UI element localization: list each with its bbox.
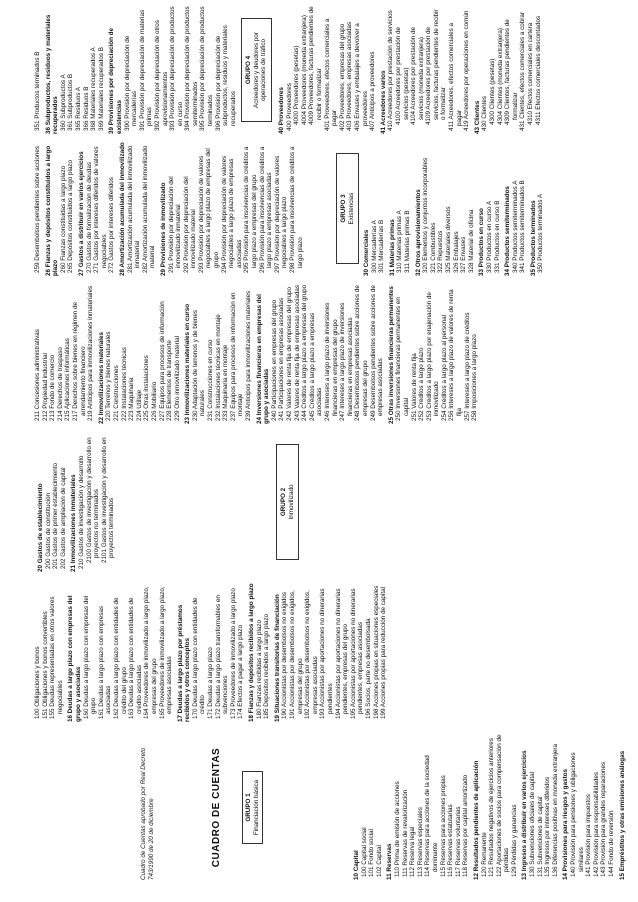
account-item: 230 Adaptación de terrenos y de bienes naturales bbox=[191, 310, 207, 421]
account-item: 2100 Gastos de investigación y desarrollo en proyectos no terminados bbox=[85, 437, 101, 563]
account-item: 191 Accionistas por desembolsos no exigidos, empresas del grupo bbox=[289, 590, 304, 719]
group1-box bbox=[242, 771, 263, 844]
account-group-heading: 22 Inmovilizaciones materiales bbox=[97, 331, 105, 424]
account-item: 402 Proveedores, empresas del grupo bbox=[338, 23, 346, 131]
account-item: 249 Desembolsos pendientes sobre acciones de empresas asociadas bbox=[369, 285, 385, 421]
account-item: 174 Efectos a pagar a largo plazo bbox=[237, 624, 245, 719]
account-item: 225 Otras instalaciones bbox=[143, 355, 151, 421]
account-item: 248 Desembolsos pendientes sobre acciones de empresas del grupo bbox=[354, 285, 369, 421]
account-item: 410 Acreedores por prestación de servicios bbox=[387, 10, 395, 131]
account-item: 231 Construcciones en curso bbox=[207, 339, 215, 421]
account-item: 282 Amortización acumulada del inmovilizado material bbox=[141, 145, 157, 273]
account-item: 281 Amortización acumulada del inmovilizado inmaterial bbox=[126, 145, 142, 273]
account-item: 213 Fondo de comercio bbox=[49, 354, 57, 421]
account-item: 365 Residuos A bbox=[74, 86, 82, 131]
group3-name: GRUPO 3 bbox=[340, 194, 347, 223]
account-group-heading: 27 Gastos a distribuir en varios ejercicios bbox=[77, 151, 85, 276]
account-item: 4300 Clientes (pesetas) bbox=[489, 58, 497, 125]
account-item: 341 Productos semiterminados B bbox=[519, 180, 527, 273]
account-item: 141 Provisión para impuestos bbox=[585, 794, 593, 877]
account-item: 217 Derechos sobre bienes en régimen de arrendamiento financiero bbox=[71, 301, 87, 421]
account-item: 223 Maquinaria bbox=[128, 377, 136, 421]
account-group-heading: 33 Productos en curso bbox=[478, 208, 486, 276]
account-item: 4109 Acreedores por prestación de servicios, facturas pendientes de recibir o formalizar bbox=[425, 9, 448, 125]
account-item: 120 Remanente bbox=[480, 832, 488, 877]
account-item: 256 Intereses a largo plazo de valores de renta fija bbox=[448, 289, 464, 421]
account-item: 143 Provisión para grandes reparaciones bbox=[600, 761, 608, 877]
account-item: 251 Valores de renta fija bbox=[410, 353, 418, 421]
account-item: 220 Terrenos y bienes naturales bbox=[105, 331, 113, 421]
account-item: 368 Materiales recuperados A bbox=[90, 47, 98, 131]
account-group-heading: 19 Situaciones transitorias de financiación bbox=[273, 594, 281, 722]
account-item: 227 Equipos para procesos de información bbox=[158, 301, 166, 421]
account-item: 193 Accionistas por aportaciones no dinerarias pendientes bbox=[319, 588, 334, 719]
account-item: 296 Provisión para insolvencias de créditos a largo plazo a empresas asociadas bbox=[258, 146, 274, 273]
account-item: 293 Provisión por depreciación de valores negociables a largo plazo de empresas del grupo bbox=[197, 148, 221, 273]
account-item: 260 Fianzas constituidas a largo plazo bbox=[59, 165, 67, 273]
account-item: 142 Provisión para responsabilidades bbox=[592, 771, 600, 877]
account-group-heading: 30 Comerciales bbox=[363, 229, 370, 276]
account-item: 311 Materias primas B bbox=[403, 210, 411, 273]
account-item: 431 Clientes, efectos comerciales a cobrar bbox=[519, 12, 527, 131]
account-item: 100 Capital social bbox=[360, 827, 368, 877]
column-group1 bbox=[34, 582, 388, 722]
account-group-heading: 10 Capital bbox=[353, 850, 360, 880]
account-item: 393 Provisión por depreciación de productos en curso bbox=[169, 6, 184, 131]
account-item: 392 Provisión por depreciación de otros aprovisionamientos bbox=[153, 20, 169, 131]
account-item: 172 Deudas a largo plazo transformables en subvenciones bbox=[214, 595, 230, 719]
account-item: 116 Reservas estatutarias bbox=[447, 804, 455, 877]
account-item: 215 Aplicaciones informáticas bbox=[64, 338, 72, 421]
account-group-heading: 20 Gastos de establecimiento bbox=[37, 483, 44, 572]
account-item: 330 Productos en curso A bbox=[485, 200, 493, 273]
account-item: 320 Elementos y conjuntos incorporables bbox=[422, 157, 430, 273]
account-item: 258 Imposiciones a largo plazo bbox=[471, 334, 479, 421]
account-item: 4304 Clientes (moneda extranjera) bbox=[496, 28, 504, 125]
title-block bbox=[140, 735, 263, 880]
account-item: 110 Prima de emisión de acciones bbox=[393, 781, 401, 877]
account-group-heading: 43 Clientes bbox=[473, 100, 481, 134]
account-group-heading: 29 Provisiones de inmovilizado bbox=[159, 182, 167, 276]
account-item: 340 Productos semiterminados A bbox=[511, 180, 519, 273]
account-item: 294 Provisión por depreciación de valores negociables a largo plazo de empresas asociadas bbox=[220, 155, 243, 273]
account-item: 297 Provisión por depreciación de valores negociables a largo plazo bbox=[273, 155, 289, 273]
column-group4 bbox=[275, 6, 542, 134]
account-item: 252 Créditos a largo plazo bbox=[418, 347, 426, 421]
account-item: 295 Provisión para insolvencias de créditos a largo plazo a empresas del grupo bbox=[243, 146, 259, 273]
account-group-heading: 23 Inmovilizaciones materiales en curso bbox=[184, 303, 192, 424]
account-item: 245 Créditos a largo plazo a empresas asociadas bbox=[308, 312, 324, 421]
account-item: 122 Aportaciones de socios para compensación de pérdidas bbox=[495, 734, 511, 877]
account-item: 232 Instalaciones técnicas en montaje bbox=[214, 314, 222, 421]
account-item: 395 Provisión por depreciación de productos terminados bbox=[199, 6, 215, 131]
account-item: 155 Deudas representadas en otros valores negociables bbox=[49, 596, 64, 719]
account-item: 394 Provisión por depreciación de productos semiterminados bbox=[184, 6, 199, 131]
account-item: 198 Acciones propias en situaciones especiales bbox=[372, 585, 380, 719]
group4-box-wrap bbox=[235, 6, 278, 134]
account-item: 200 Gastos de constitución bbox=[44, 493, 52, 569]
account-item: 4309 Clientes, facturas pendientes de formalizar bbox=[504, 19, 519, 125]
account-item: 298 Provisión para insolvencias de créditos a largo plazo bbox=[289, 146, 304, 273]
account-item: 310 Materias primas A bbox=[396, 210, 404, 273]
account-item: 369 Materiales recuperados B bbox=[97, 46, 105, 131]
group4-subtitle: Acreedores y deudores por operaciones de tráfico bbox=[252, 32, 268, 108]
account-item: 326 Embalajes bbox=[452, 231, 460, 273]
account-group-heading: 15 Empréstitos y otras emisiones análogas bbox=[618, 750, 626, 880]
account-item: 411 Acreedores, efectos comerciales a pagar bbox=[448, 22, 463, 131]
group2-box bbox=[276, 444, 299, 560]
account-group-heading: 35 Productos terminados bbox=[529, 200, 537, 276]
account-item: 259 Desembolsos pendientes sobre acciones bbox=[34, 145, 41, 273]
account-item: 4004 Proveedores (moneda extranjera) bbox=[300, 15, 308, 125]
account-item: 396 Provisión por depreciación de subproductos, residuos y materiales recuperados bbox=[214, 25, 237, 131]
account-item: 407 Anticipos a proveedores bbox=[369, 51, 377, 131]
group2-box-wrap bbox=[270, 432, 305, 572]
account-item: 228 Elementos de transporte bbox=[166, 340, 174, 421]
account-item: 246 Intereses a largo plazo de inversiones financieras en empresas del grupo bbox=[323, 302, 339, 421]
account-item: 131 Subvenciones de capital bbox=[536, 796, 544, 877]
column-group2-b bbox=[34, 284, 479, 424]
account-group-heading: 24 Inversiones financieras en empresas del grupo y asociadas bbox=[255, 294, 271, 424]
group2-subtitle: Inmovilizado bbox=[287, 484, 295, 520]
account-item: 224 Utillaje bbox=[135, 389, 143, 421]
group1-name: GRUPO 1 bbox=[245, 793, 253, 822]
account-item: 170 Deudas a largo plazo con entidades de crédito bbox=[191, 597, 207, 719]
account-item: 192 Accionistas por desembolsos no exigidos, empresas asociadas bbox=[304, 590, 319, 719]
account-item: 180 Fianzas recibidas a largo plazo bbox=[255, 619, 263, 719]
account-item: 199 Acciones propias para reducción de capital bbox=[380, 587, 388, 719]
account-item: 165 Proveedores de inmovilizado a largo plazo, empresas asociadas bbox=[158, 586, 174, 719]
account-group-heading: 36 Subproductos, residuos y materiales recuperados bbox=[44, 14, 60, 134]
account-item: 195 Accionistas por aportaciones no dinerarias pendientes, empresas asociadas bbox=[349, 588, 365, 719]
account-item: 171 Deudas a largo plazo bbox=[207, 647, 215, 719]
account-item: 114 Reservas para acciones de la sociedad dominante bbox=[424, 755, 439, 877]
account-item: 254 Créditos a largo plazo al personal bbox=[440, 314, 448, 421]
account-item: 221 Construcciones bbox=[112, 365, 120, 421]
account-item: 244 Créditos a largo plazo a empresas del grupo bbox=[301, 284, 309, 421]
account-item: 144 Fondo de reversión bbox=[608, 810, 615, 877]
account-item: 366 Residuos B bbox=[82, 86, 90, 131]
account-item: 233 Maquinaria en montaje bbox=[222, 344, 230, 421]
account-item: 111 Reservas de revalorización bbox=[401, 789, 409, 877]
account-item: 196 Socios, parte no desembolsada bbox=[364, 618, 372, 719]
account-group-heading: 21 Inmovilizaciones inmateriales bbox=[70, 474, 78, 572]
account-item: 4310 Efectos comerciales en cartera bbox=[527, 22, 534, 125]
account-item: 162 Deudas a largo plazo con entidades de crédito del grupo bbox=[112, 597, 128, 719]
account-item: 272 Gastos por intereses diferidos bbox=[108, 177, 116, 273]
column-group3-end bbox=[34, 6, 237, 134]
account-item: 212 Propiedad industrial bbox=[41, 353, 49, 421]
account-group-heading: 28 Amortización acumulada del inmovilizado bbox=[118, 142, 126, 276]
account-group-heading: 31 Materias primas bbox=[388, 219, 396, 276]
account-item: 102 Capital bbox=[375, 845, 383, 877]
account-item: 121 Resultados negativos de ejercicios anteriores bbox=[488, 738, 496, 877]
account-item: 243 Valores de renta fija de empresas asociadas bbox=[293, 284, 301, 421]
account-item: 265 Depósitos constituidos a largo plazo bbox=[67, 159, 75, 273]
account-item: 271 Gastos por intereses diferidos de valores negociables bbox=[93, 146, 108, 273]
account-item: 118 Reservas por capital amortizado bbox=[462, 774, 470, 877]
account-item: 2101 Gastos de investigación y desarrollo en proyectos terminados bbox=[100, 437, 116, 563]
account-item: 391 Provisión por depreciación de materias primas bbox=[138, 9, 154, 131]
group1-subtitle: Financiación básica bbox=[252, 779, 260, 836]
account-group-heading: 34 Productos semiterminados bbox=[504, 186, 512, 276]
account-item: 350 Productos terminados A bbox=[537, 193, 545, 273]
account-item: 325 Materiales diversos bbox=[444, 206, 452, 273]
account-item: 321 Combustibles bbox=[429, 222, 437, 273]
account-item: 240 Participaciones en empresas del grupo bbox=[270, 299, 278, 421]
column-group2-c bbox=[34, 141, 304, 276]
account-item: 237 Equipos para procesos de información en montaje bbox=[229, 292, 245, 421]
column-group3 bbox=[360, 141, 545, 276]
account-item: 135 Ingresos por intereses diferidos bbox=[544, 776, 552, 877]
account-item: 4104 Acreedores por prestación de servicios (moneda extranjera) bbox=[410, 26, 425, 125]
account-item: 361 Subproductos B bbox=[67, 73, 75, 131]
account-item: 185 Depósitos recibidos a largo plazo bbox=[263, 613, 271, 719]
account-item: 211 Concesiones administrativas bbox=[34, 329, 41, 421]
account-item: 328 Material de oficina bbox=[467, 209, 475, 273]
account-item: 430 Clientes bbox=[481, 95, 489, 131]
account-item: 222 Instalaciones técnicas bbox=[120, 347, 128, 421]
account-item: 173 Proveedores de inmovilizado a largo plazo bbox=[229, 588, 237, 719]
account-item: 115 Reservas para acciones propias bbox=[439, 775, 447, 877]
account-group-heading: 25 Otras inversiones financieras permanentes bbox=[387, 286, 395, 424]
account-group-heading: 11 Reservas bbox=[386, 843, 394, 880]
account-item: 301 Mercaderías B bbox=[378, 219, 386, 273]
account-item: 201 Gastos de primer establecimiento bbox=[52, 462, 60, 569]
group4-name: GRUPO 4 bbox=[245, 55, 252, 85]
account-item: 194 Accionistas por aportaciones no dinerarias pendientes, empresas del grupo bbox=[334, 588, 350, 719]
account-group-heading: 41 Acreedores varios bbox=[379, 70, 387, 134]
account-item: 292 Provisión por depreciación del inmovilizado material bbox=[182, 176, 198, 273]
account-item: 291 Provisión por depreciación del inmovilizado inmaterial bbox=[167, 176, 183, 273]
account-item: 214 Derechos de traspaso bbox=[56, 347, 64, 421]
account-item: 226 Mobiliario bbox=[150, 381, 158, 421]
account-item: 241 Participaciones en empresas asociadas bbox=[278, 297, 286, 421]
account-item: 151 Obligaciones y bonos convertibles bbox=[41, 611, 49, 719]
account-item: 400 Proveedores bbox=[285, 83, 293, 131]
account-item: 242 Valores de renta fija de empresas del grupo bbox=[286, 287, 293, 421]
decree-caption: Cuadro de Cuentas aprobado por Real Decreto 743/1990 de 20 de diciembre bbox=[140, 747, 155, 880]
account-item: 419 Acreedores por operaciones en común bbox=[463, 10, 471, 131]
account-item: 117 Reservas voluntarias bbox=[454, 806, 462, 877]
account-item: 160 Deudas a largo plazo con empresas del grupo bbox=[82, 595, 98, 719]
account-item: 163 Deudas a largo plazo con entidades de crédito asociadas bbox=[128, 597, 143, 719]
account-item: 270 Gastos de formalización de deudas bbox=[85, 162, 93, 273]
account-item: 130 Subvenciones oficiales de capital bbox=[529, 771, 537, 877]
account-item: 113 Reservas especiales bbox=[416, 807, 424, 877]
account-group-heading: 18 Fianzas y depósitos recibidos a largo plazo bbox=[248, 583, 256, 722]
account-group-heading: 12 Resultados pendientes de aplicación bbox=[472, 760, 480, 880]
group3-box bbox=[336, 153, 359, 264]
account-item: 300 Mercaderías A bbox=[370, 220, 378, 273]
account-item: 164 Proveedores de inmovilizado a largo plazo, empresas del grupo bbox=[143, 586, 158, 719]
account-item: 390 Provisión por depreciación de mercaderías bbox=[123, 35, 139, 131]
account-item: 4000 Proveedores (pesetas) bbox=[293, 45, 301, 125]
account-item: 100 Obligaciones y bonos bbox=[34, 646, 41, 719]
account-item: 253 Créditos a largo plazo por enajenación de inmovilizado bbox=[425, 292, 441, 421]
account-item: 250 Inversiones financieras permanentes en capital bbox=[395, 297, 410, 421]
account-item: 4311 Efectos comerciales descontados bbox=[534, 15, 542, 125]
account-item: 247 Intereses a largo plazo de inversiones financieras en empresas asociadas bbox=[339, 302, 354, 421]
account-item: 360 Subproductos A bbox=[59, 74, 67, 131]
account-item: 322 Repuestos bbox=[437, 230, 445, 273]
account-item: 101 Fondo social bbox=[368, 829, 376, 877]
account-group-heading: 39 Provisiones por depreciación de existencias bbox=[108, 27, 123, 134]
account-item: 229 Otro inmovilizado material bbox=[173, 335, 181, 421]
account-item: 112 Reserva legal bbox=[409, 826, 417, 877]
account-item: 4100 Acreedores por prestación de servicios (pesetas) bbox=[394, 26, 410, 125]
account-item: 239 Anticipos para inmovilizaciones materiales bbox=[245, 290, 253, 421]
group2-name: GRUPO 2 bbox=[280, 487, 287, 517]
account-group-heading: 32 Otros aprovisionamientos bbox=[414, 189, 422, 276]
account-item: 331 Productos en curso B bbox=[493, 200, 501, 273]
account-item: 129 Pérdidas y ganancias bbox=[510, 804, 518, 877]
account-item: 140 Provisión para pensiones y obligaciones similares bbox=[570, 752, 585, 877]
account-item: 219 Anticipos para inmovilizaciones inmateriales bbox=[87, 285, 95, 421]
group4-box bbox=[241, 18, 272, 122]
group2-list-a bbox=[37, 432, 116, 572]
account-item: 401 Proveedores, efectos comerciales a pagar bbox=[323, 18, 339, 131]
account-group-heading: 26 Fianzas y depósitos constituidos a largo plazo bbox=[44, 145, 60, 276]
account-item: 4009 Proveedores, facturas pendientes de recibir o formalizar bbox=[308, 6, 323, 125]
account-group-heading: 13 Ingresos a distribuir en varios ejercicios bbox=[521, 750, 529, 880]
page-title: CUADRO DE CUENTAS bbox=[211, 747, 223, 868]
account-item: 210 Gastos de investigación y desarrollo bbox=[77, 455, 85, 569]
account-item: 161 Deudas a largo plazo con empresas asociadas bbox=[97, 605, 113, 719]
account-item: 327 Envases bbox=[460, 236, 468, 273]
account-group-heading: 16 Deudas a largo plazo con empresas del grupo y asociadas bbox=[67, 595, 82, 722]
column-group2-a bbox=[34, 432, 116, 572]
account-item: 190 Accionistas por desembolsos no exigidos bbox=[281, 591, 289, 719]
account-item: 202 Gastos de ampliación de capital bbox=[59, 467, 67, 569]
account-item: 406 Envases y embalajes a devolver a proveedores bbox=[353, 23, 369, 131]
account-group-heading: 14 Provisiones para riesgos y gastos bbox=[562, 769, 570, 880]
account-item: 257 Intereses a largo plazo de créditos bbox=[463, 312, 471, 421]
account-item: 403 Proveedores, empresas asociadas bbox=[346, 21, 354, 131]
group3-subtitle: Existencias bbox=[347, 192, 355, 225]
column-group1-start bbox=[350, 730, 626, 880]
account-item: 136 Diferencias positivas en moneda extranjera bbox=[551, 743, 559, 877]
account-item: 351 Productos terminados B bbox=[34, 51, 41, 131]
account-group-heading: 40 Proveedores bbox=[278, 87, 285, 134]
account-group-heading: 17 Deudas a largo plazo por préstamos recibidos y otros conceptos bbox=[176, 604, 192, 722]
